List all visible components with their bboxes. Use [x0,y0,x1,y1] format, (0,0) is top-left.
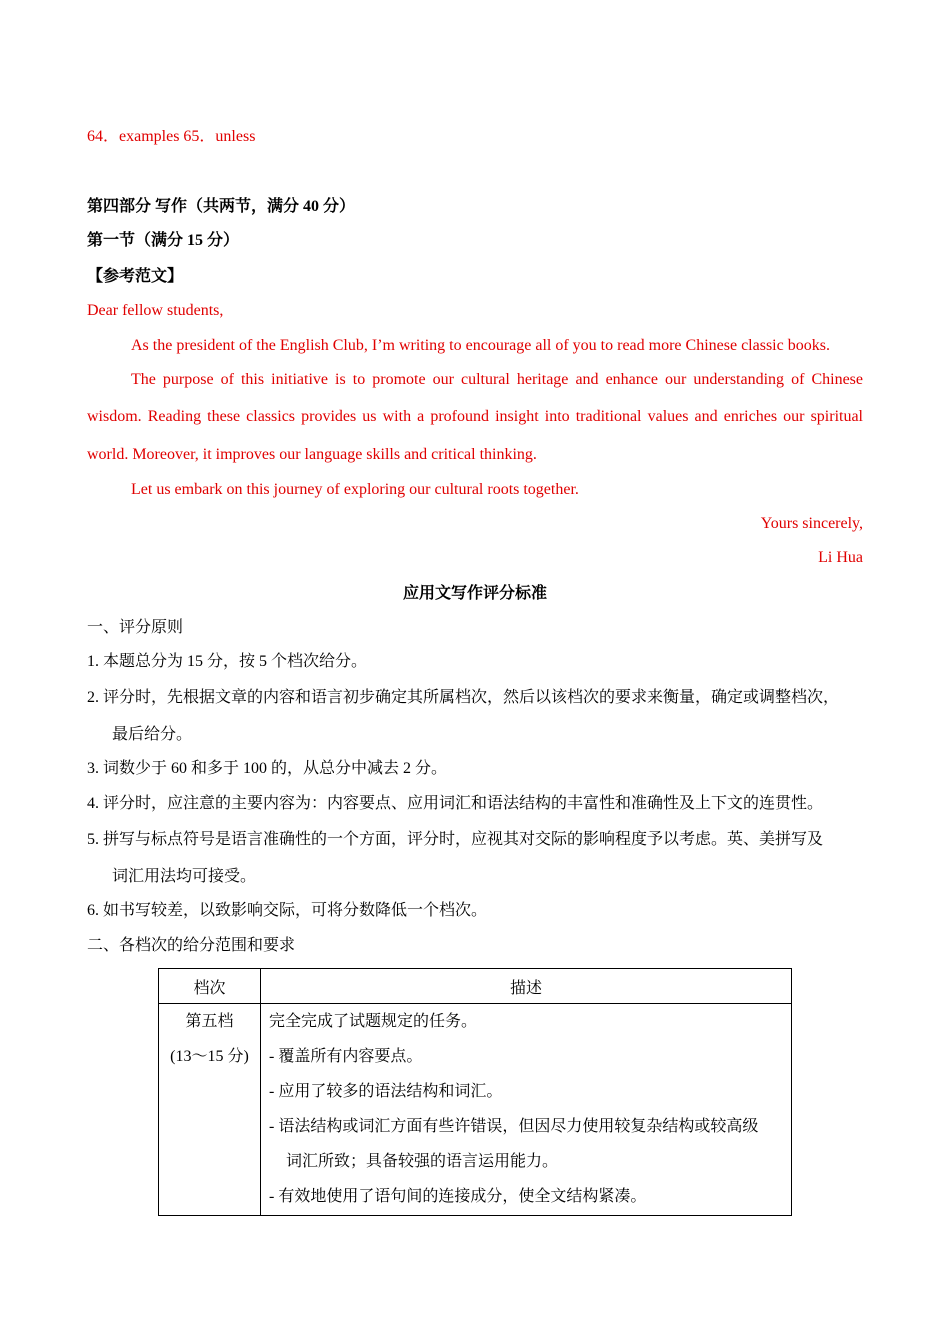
principles-heading: 一、评分原则 [87,619,184,636]
rubric-title: 应用文写作评分标准 [402,585,547,602]
rubric-item: 5. 拼写与标点符号是语言准确性的一个方面，评分时，应视其对交际的影响程度予以考虑。英、美拼写及 [87,831,824,848]
rubric-item: 2. 评分时，先根据文章的内容和语言初步确定其所属档次，然后以该档次的要求来衡量，确定或调整档次， [87,689,840,706]
description-line: - 应用了较多的语法结构和词汇。 [269,1082,503,1100]
rubric-item-continued: 词汇用法均可接受。 [112,868,257,885]
header-level: 档次 [159,969,261,1004]
level-cell [159,1004,261,1216]
sample-label: 【参考范文】 [87,268,184,285]
answer-line: 64．examples 65．unless [87,128,256,145]
letter-paragraph-1: As the president of the English Club, I’m writing to encourage all of you to read more Chinese classic books. [131,337,830,354]
table-header-row [159,969,792,1004]
description-line: 完全完成了试题规定的任务。 [269,1012,478,1030]
level-range: (13～15 分) [170,1047,249,1065]
scoring-table [158,968,792,1216]
rubric-item: 6. 如书写较差，以致影响交际，可将分数降低一个档次。 [87,902,488,919]
letter-paragraph-2-line: The purpose of this initiative is to promote our cultural heritage and enhance our understanding of Chinese [131,371,863,388]
rubric-item: 4. 评分时，应注意的主要内容为：内容要点、应用词汇和语法结构的丰富性和准确性及上下文的连贯性。 [87,795,824,812]
description-line: 词汇所致；具备较强的语言运用能力。 [286,1152,559,1170]
description-line: - 语法结构或词汇方面有些许错误，但因尽力使用较复杂结构或较高级 [269,1117,759,1135]
section-title: 第四部分 写作（共两节，满分 40 分） [87,198,356,215]
letter-salutation: Dear fellow students, [87,302,224,319]
letter-closing: Yours sincerely, [760,515,863,532]
header-description: 描述 [261,969,792,1004]
rubric-item: 3. 词数少于 60 和多于 100 的，从总分中减去 2 分。 [87,760,448,777]
description-line: - 覆盖所有内容要点。 [269,1047,423,1065]
rubric-item-continued: 最后给分。 [112,726,193,743]
description-line: - 有效地使用了语句间的连接成分，使全文结构紧凑。 [269,1187,647,1205]
levels-heading: 二、各档次的给分范围和要求 [87,937,296,954]
table-row [159,1004,792,1216]
rubric-item: 1. 本题总分为 15 分，按 5 个档次给分。 [87,653,368,670]
letter-paragraph-2-line: wisdom. Reading these classics provides us with a profound insight into traditional values and enriches our spiritual [87,408,863,425]
subsection-title: 第一节（满分 15 分） [87,232,240,249]
level-name: 第五档 [185,1012,234,1030]
description-cell [261,1004,792,1216]
letter-paragraph-3: Let us embark on this journey of exploring our cultural roots together. [131,481,579,498]
letter-signature: Li Hua [818,549,863,566]
letter-paragraph-2-line: world. Moreover, it improves our language skills and critical thinking. [87,446,537,463]
